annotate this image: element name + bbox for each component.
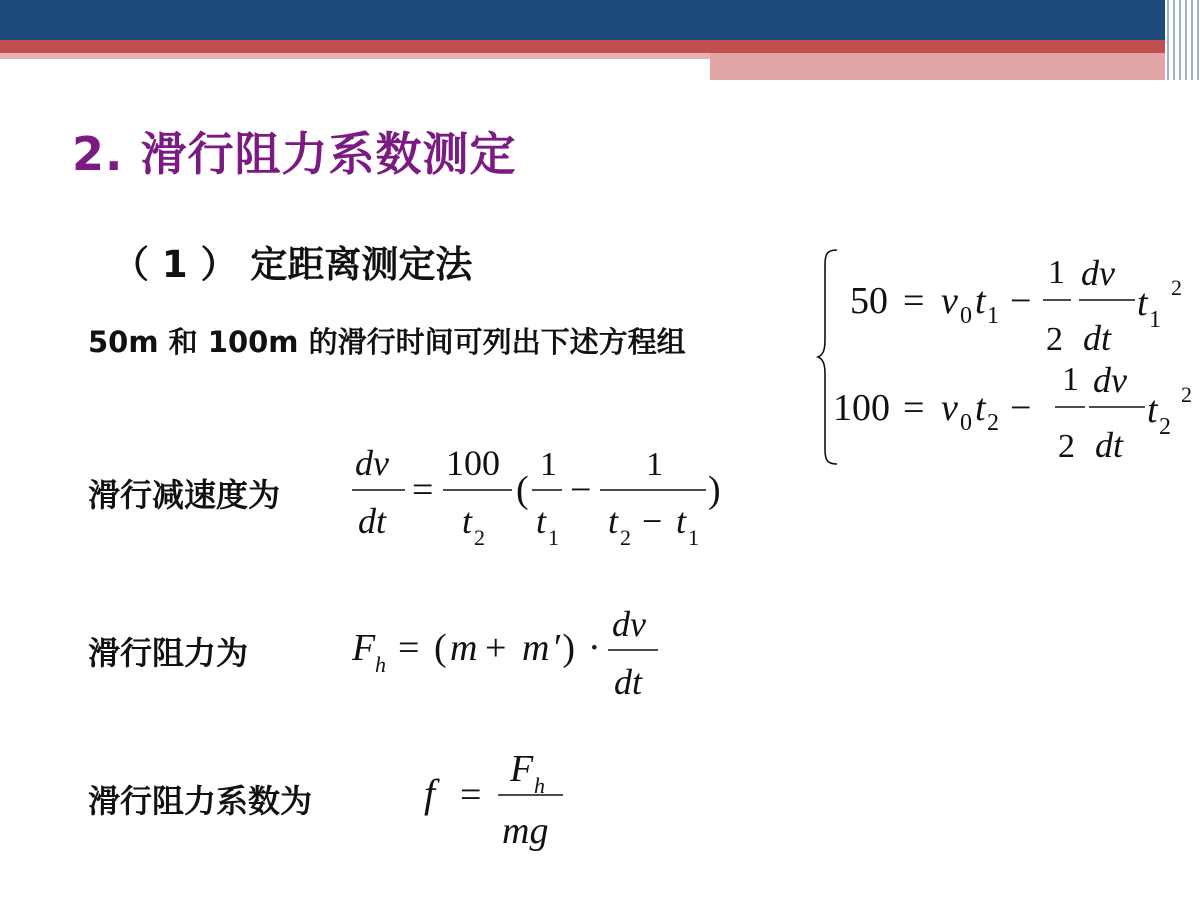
svg-text:=: = bbox=[412, 469, 434, 511]
svg-text:m: m bbox=[522, 627, 550, 669]
header-band-pink-thin bbox=[0, 53, 710, 59]
svg-text:v: v bbox=[941, 280, 958, 322]
svg-text:−: − bbox=[1010, 280, 1032, 322]
svg-text:1: 1 bbox=[1149, 307, 1161, 333]
svg-text:−: − bbox=[642, 501, 663, 541]
system-equation-1 bbox=[850, 253, 1182, 358]
svg-text:t: t bbox=[608, 501, 619, 541]
section-subtitle: （ 1 ） 定距离测定法 bbox=[112, 243, 473, 286]
svg-text:100: 100 bbox=[446, 443, 500, 483]
svg-text:2: 2 bbox=[620, 525, 631, 550]
equation-system bbox=[815, 245, 1200, 475]
svg-text:=: = bbox=[398, 627, 420, 669]
svg-text:0: 0 bbox=[960, 303, 972, 329]
svg-text:+: + bbox=[485, 627, 507, 669]
svg-text:v: v bbox=[941, 387, 958, 429]
svg-text:1: 1 bbox=[646, 446, 663, 483]
svg-text:2: 2 bbox=[1181, 382, 1192, 407]
svg-text:dt: dt bbox=[1095, 425, 1124, 465]
svg-text:(: ( bbox=[434, 627, 447, 669]
svg-text:1: 1 bbox=[1048, 254, 1065, 291]
svg-text:2: 2 bbox=[1046, 321, 1063, 358]
svg-text:mg: mg bbox=[502, 810, 549, 852]
svg-text:t: t bbox=[536, 501, 547, 541]
svg-text:=: = bbox=[903, 280, 925, 322]
svg-text:2: 2 bbox=[1159, 414, 1171, 440]
svg-text:t: t bbox=[462, 501, 473, 541]
header-band-pink bbox=[710, 53, 1165, 80]
svg-text:dv: dv bbox=[612, 604, 646, 644]
svg-text:(: ( bbox=[516, 469, 529, 511]
equation-coefficient bbox=[420, 745, 580, 865]
svg-text:t: t bbox=[1147, 389, 1158, 431]
label-resistance: 滑行阻力为 bbox=[88, 634, 249, 672]
svg-text:·: · bbox=[588, 627, 601, 669]
svg-text:): ) bbox=[708, 469, 721, 511]
svg-text:dt: dt bbox=[1083, 318, 1112, 358]
svg-text:−: − bbox=[1010, 387, 1032, 429]
label-deceleration: 滑行减速度为 bbox=[88, 476, 281, 514]
svg-text:1: 1 bbox=[688, 525, 699, 550]
svg-text:0: 0 bbox=[960, 410, 972, 436]
svg-text:=: = bbox=[460, 774, 482, 816]
svg-text:t: t bbox=[676, 501, 687, 541]
svg-text:h: h bbox=[534, 773, 545, 798]
header-band-navy bbox=[0, 0, 1165, 40]
header-stripes bbox=[1165, 0, 1200, 80]
svg-text:1: 1 bbox=[1062, 361, 1079, 398]
svg-text:t: t bbox=[1137, 282, 1148, 324]
svg-text:h: h bbox=[375, 652, 386, 677]
svg-text:dv: dv bbox=[1081, 253, 1115, 293]
svg-text:F: F bbox=[510, 748, 534, 790]
svg-text:dv: dv bbox=[355, 443, 389, 483]
svg-text:1: 1 bbox=[987, 303, 999, 329]
svg-text:F: F bbox=[352, 627, 376, 669]
equation-resistance bbox=[350, 600, 680, 710]
system-equation-2 bbox=[833, 360, 1192, 465]
equation-deceleration bbox=[350, 435, 740, 560]
svg-text:dt: dt bbox=[614, 662, 643, 702]
svg-text:2: 2 bbox=[474, 525, 485, 550]
svg-text:t: t bbox=[975, 280, 986, 322]
svg-text:f: f bbox=[424, 771, 436, 816]
svg-text:dv: dv bbox=[1093, 360, 1127, 400]
svg-text:1: 1 bbox=[540, 446, 557, 483]
slide-title: 2. 滑行阻力系数测定 bbox=[72, 127, 517, 181]
svg-text:t: t bbox=[975, 387, 986, 429]
svg-text:2: 2 bbox=[987, 410, 999, 436]
svg-text:m: m bbox=[450, 627, 478, 669]
svg-text:′): ′) bbox=[554, 627, 575, 669]
svg-text:−: − bbox=[570, 469, 592, 511]
svg-text:=: = bbox=[903, 387, 925, 429]
intro-paragraph: 50m 和 100m 的滑行时间可列出下述方程组 bbox=[88, 325, 686, 359]
header-band-red bbox=[0, 40, 1165, 53]
svg-text:50: 50 bbox=[850, 280, 888, 322]
label-coefficient: 滑行阻力系数为 bbox=[88, 782, 313, 820]
svg-text:2: 2 bbox=[1058, 428, 1075, 465]
svg-text:100: 100 bbox=[833, 387, 890, 429]
svg-text:1: 1 bbox=[548, 525, 559, 550]
svg-text:dt: dt bbox=[358, 501, 387, 541]
svg-text:2: 2 bbox=[1171, 275, 1182, 300]
